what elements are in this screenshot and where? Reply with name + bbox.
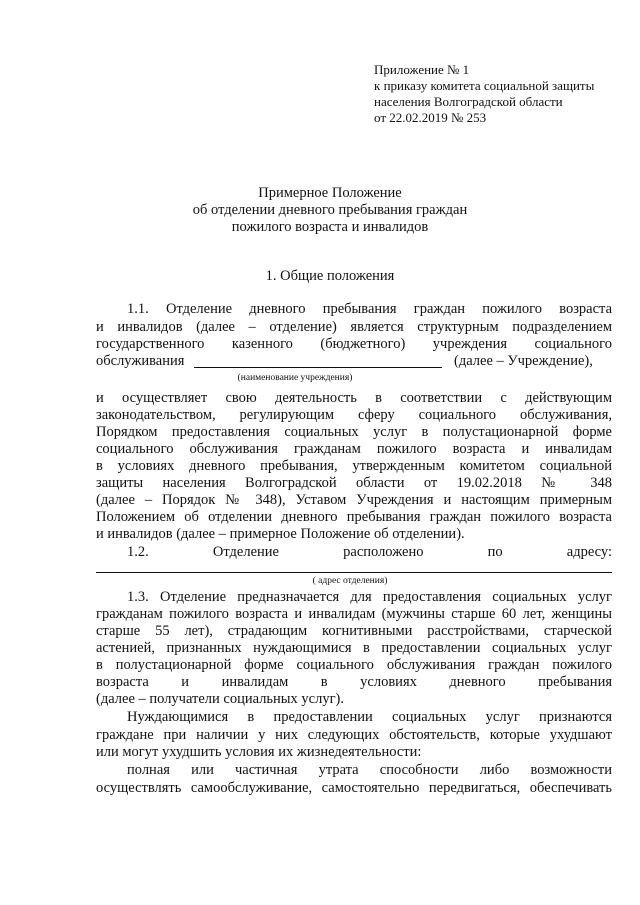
p1-1-line-2: и инвалидов (далее – отделение) является структурным подразделением [96,319,612,335]
p1-1-line-3: государственного казенного (бюджетного) учреждения социального [96,336,612,352]
p1-1-line-4-start: обслуживания [96,353,185,369]
p1-3-line-4: астенией, признанных нуждающимися в предоставлении социальных услуг [96,640,612,656]
annex-line-2: к приказу комитета социальной защиты [374,78,595,93]
needy-line-2: граждане при наличии у них следующих обстоятельств, которые ухудшают [96,727,612,743]
needy-line-1: Нуждающимися в предоставлении социальных услуг признаются [127,709,612,725]
institution-name-caption: (наименование учреждения) [237,373,353,383]
annex-line-3: населения Волгоградской области [374,94,563,109]
p1-1-line-4-end: (далее – Учреждение), [454,353,593,369]
p1-1-line-11: (далее – Порядок № 348), Уставом Учреждения и настоящим примерным [96,492,612,508]
p1-1-line-1: 1.1. Отделение дневного пребывания граждан пожилого возраста [127,301,612,317]
p1-3-line-5: в полустационарной форме социального обслуживания граждан пожилого [96,657,612,673]
p1-1-line-6: законодательством, регулирующим сферу социального обслуживания, [96,407,612,423]
p1-1-line-13: и инвалидов (далее – примерное Положение об отделении). [96,526,465,542]
institution-name-blank [194,367,442,368]
p1-1-line-5: и осуществляет свою деятельность в соответствии с действующим [96,390,612,406]
p1-1-line-7: Порядком предоставления социальных услуг в полустационарной форме [96,424,612,440]
p1-3-line-6: возраста и инвалидам в условиях дневного пребывания [96,674,612,690]
title-line-2: об отделении дневного пребывания граждан [192,202,468,218]
annex-line-4: от 22.02.2019 № 253 [374,110,487,125]
address-blank [96,572,612,573]
p1-3-line-2: гражданам пожилого возраста и инвалидам (мужчины старше 60 лет, женщины [96,606,612,622]
p1-3-line-3: старше 55 лет), страдающим когнитивными расстройствами, старческой [96,623,612,639]
p1-1-line-8: социального обслуживания гражданам пожилого возраста и инвалидам [96,441,612,457]
title-line-1: Примерное Положение [258,185,402,201]
p1-3-line-7: (далее – получатели социальных услуг). [96,691,344,707]
p1-1-line-10: защиты населения Волгоградской области от 19.02.2018 № 348 [96,475,612,491]
p1-1-line-12: Положением об отделении дневного пребывания граждан пожилого возраста [96,509,612,525]
p1-1-line-9: в условиях дневного пребывания, утвержденным комитетом социальной [96,458,612,474]
loss-line-2: осуществлять самообслуживание, самостоятельно передвигаться, обеспечивать [96,780,612,796]
title-line-3: пожилого возраста и инвалидов [231,219,429,235]
address-caption: ( адрес отделения) [312,576,388,586]
p1-3-line-1: 1.3. Отделение предназначается для предоставления социальных услуг [127,589,612,605]
section-heading: 1. Общие положения [265,268,395,284]
needy-line-3: или могут ухудшить условия их жизнедеятельности: [96,744,422,760]
loss-line-1: полная или частичная утрата способности либо возможности [127,762,612,778]
p1-2-line-1: 1.2. Отделение расположено по адресу: [127,544,612,560]
annex-line-1: Приложение № 1 [374,62,470,77]
